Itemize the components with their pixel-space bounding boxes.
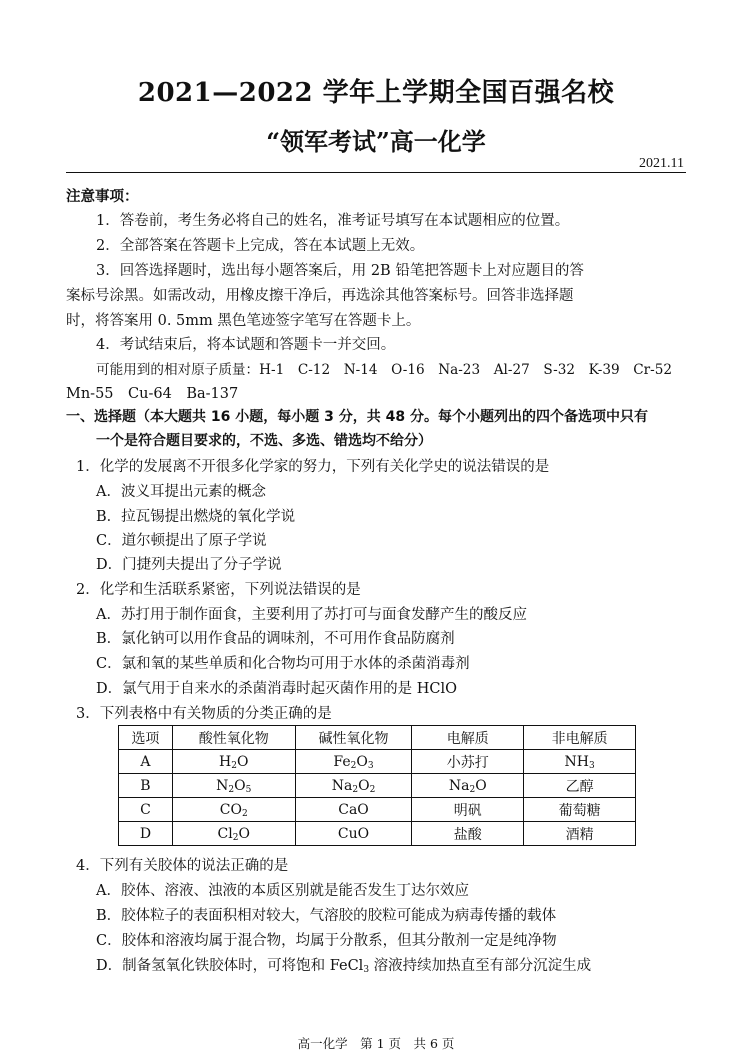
exam-title: 2021—2022 学年上学期全国百强名校: [137, 78, 615, 108]
note-3-line3: 时，将答案用 0. 5mm 黑色笔迹签字笔写在答题卡上。: [66, 313, 421, 329]
question-4-option-a: A．胶体、溶液、浊液的本质区别就是能否发生丁达尔效应: [96, 883, 469, 899]
table-cell-option: A: [119, 750, 173, 774]
table-cell-option: B: [119, 774, 173, 798]
table-cell-basic-oxide: CuO: [295, 822, 412, 846]
table-cell-option: C: [119, 798, 173, 822]
table-header-cell: 选项: [119, 726, 173, 750]
exam-date: 2021.11: [639, 156, 684, 171]
table-cell-nonelectrolyte: 乙醇: [524, 774, 636, 798]
table-cell-acid-oxide: $H_2O$: [172, 750, 295, 774]
table-cell-nonelectrolyte: $NH_3$: [524, 750, 636, 774]
table-cell-basic-oxide: $Fe_2O_3$: [295, 750, 412, 774]
table-cell-nonelectrolyte: 葡萄糖: [524, 798, 636, 822]
section-1-heading-cont: 一个是符合题目要求的，不选、多选、错选均不给分）: [96, 433, 432, 449]
table-cell-electrolyte: 盐酸: [412, 822, 524, 846]
atomic-mass-line1: 可能用到的相对原子质量：H-1 C-12 N-14 O-16 Na-23 Al-27 S-32 K-39 Cr-52: [96, 362, 673, 378]
table-row: [119, 774, 636, 798]
question-2-option-c: C．氯和氧的某些单质和化合物均可用于水体的杀菌消毒剂: [96, 656, 470, 672]
table-cell-electrolyte: 小苏打: [412, 750, 524, 774]
question-4-option-d: D．制备氢氧化铁胶体时，可将饱和 FeCl$_3$ 溶液持续加热直至有部分沉淀生成: [96, 958, 592, 975]
question-4-option-b: B．胶体粒子的表面积相对较大，气溶胶的胶粒可能成为病毒传播的载体: [96, 908, 557, 924]
note-4: 4．考试结束后，将本试题和答题卡一并交回。: [96, 337, 396, 353]
note-2: 2．全部答案在答题卡上完成，答在本试题上无效。: [96, 238, 425, 254]
question-3-stem: 3．下列表格中有关物质的分类正确的是: [76, 706, 332, 722]
table-row: [119, 822, 636, 846]
table-cell-basic-oxide: CaO: [295, 798, 412, 822]
note-1: 1．答卷前，考生务必将自己的姓名，准考证号填写在本试题相应的位置。: [96, 213, 570, 229]
table-header-cell: 碱性氧化物: [295, 726, 412, 750]
table-cell-electrolyte: 明矾: [412, 798, 524, 822]
question-1-option-c: C．道尔顿提出了原子学说: [96, 533, 267, 549]
question-4-option-c: C．胶体和溶液均属于混合物，均属于分散系，但其分散剂一定是纯净物: [96, 933, 557, 949]
note-3-line2: 案标号涂黑。如需改动，用橡皮擦干净后，再选涂其他答案标号。回答非选择题: [66, 288, 574, 304]
question-1-stem: 1．化学的发展离不开很多化学家的努力，下列有关化学史的说法错误的是: [76, 459, 550, 475]
table-cell-acid-oxide: $CO_2$: [172, 798, 295, 822]
table-row: [119, 798, 636, 822]
table-cell-option: D: [119, 822, 173, 846]
table-cell-nonelectrolyte: 酒精: [524, 822, 636, 846]
question-1-option-a: A．波义耳提出元素的概念: [96, 484, 266, 500]
table-header-cell: 非电解质: [524, 726, 636, 750]
question-1-option-d: D．门捷列夫提出了分子学说: [96, 557, 282, 573]
question-2-option-b: B．氯化钠可以用作食品的调味剂，不可用作食品防腐剂: [96, 631, 455, 647]
exam-subtitle: “领军考试”高一化学: [266, 127, 486, 156]
atomic-mass-line2: Mn-55 Cu-64 Ba-137: [66, 386, 239, 402]
table-cell-acid-oxide: $Cl_2O$: [172, 822, 295, 846]
question-1-option-b: B．拉瓦锡提出燃烧的氧化学说: [96, 509, 296, 525]
question-2-option-a: A．苏打用于制作面食，主要利用了苏打可与面食发酵产生的酸反应: [96, 607, 527, 623]
section-1-heading: 一、选择题（本大题共 16 小题，每小题 3 分，共 48 分。每个小题列出的四个备选项中只有: [66, 409, 648, 425]
table-cell-basic-oxide: $Na_2O_2$: [295, 774, 412, 798]
page-footer: 高一化学 第 1 页 共 6 页: [297, 1036, 455, 1051]
question-2-stem: 2．化学和生活联系紧密，下列说法错误的是: [76, 582, 361, 598]
table-cell-electrolyte: $Na_2O$: [412, 774, 524, 798]
table-header-cell: 电解质: [412, 726, 524, 750]
note-3-line1: 3．回答选择题时，选出每小题答案后，用 2B 铅笔把答题卡上对应题目的答: [96, 263, 584, 279]
table-header-cell: 酸性氧化物: [172, 726, 295, 750]
table-row: [119, 750, 636, 774]
header-rule: [66, 172, 686, 173]
table-cell-acid-oxide: $N_2O_5$: [172, 774, 295, 798]
classification-table: [118, 725, 636, 846]
table-header-row: [119, 726, 636, 750]
question-2-option-d: D．氯气用于自来水的杀菌消毒时起灭菌作用的是 HClO: [96, 681, 457, 697]
question-4-stem: 4．下列有关胶体的说法正确的是: [76, 858, 289, 874]
notes-heading: 注意事项：: [66, 189, 139, 205]
